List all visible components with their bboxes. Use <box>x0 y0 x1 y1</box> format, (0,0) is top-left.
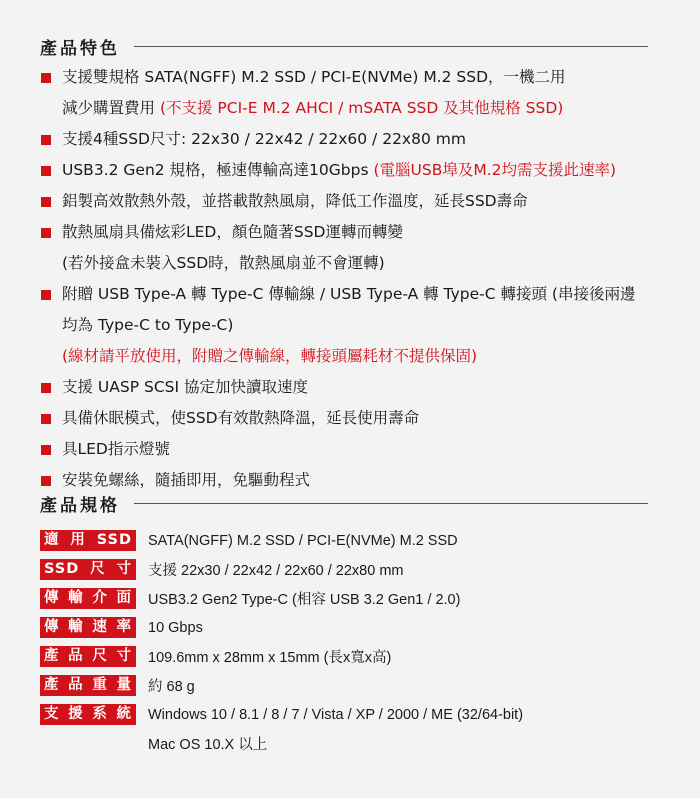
spec-value: Windows 10 / 8.1 / 8 / 7 / Vista / XP / 2000 / ME (32/64-bit) <box>148 706 524 723</box>
feature-line <box>40 248 670 279</box>
feature-text: 具備休眠模式，使SSD有效散熱降溫，延長使用壽命 <box>62 409 420 427</box>
red-square-bullet-icon <box>41 476 51 486</box>
specs-divider <box>134 503 648 504</box>
spec-label: 產品重量 <box>40 675 136 696</box>
feature-line <box>40 341 670 372</box>
feature-text: 減少購置費用 <box>62 99 160 117</box>
red-square-bullet-icon <box>41 445 51 455</box>
feature-text: USB3.2 Gen2 規格，極速傳輸高達10Gbps <box>62 161 374 179</box>
feature-line <box>40 310 670 341</box>
spec-row <box>40 671 670 700</box>
red-square-bullet-icon <box>41 197 51 207</box>
red-square-bullet-icon <box>41 414 51 424</box>
feature-line <box>40 93 670 124</box>
specs-title: 產品規格 <box>40 496 120 516</box>
feature-text: 具LED指示燈號 <box>62 440 170 458</box>
spec-value: 約 68 g <box>148 679 195 695</box>
spec-row <box>40 613 670 642</box>
spec-value: 109.6mm x 28mm x 15mm (長x寬x高) <box>148 650 392 666</box>
red-square-bullet-icon <box>41 135 51 145</box>
spec-label: 支援系統 <box>40 704 136 725</box>
red-square-bullet-icon <box>41 228 51 238</box>
spec-value: SATA(NGFF) M.2 SSD / PCI-E(NVMe) M.2 SSD <box>148 532 458 549</box>
feature-line <box>40 372 670 403</box>
feature-line <box>40 186 670 217</box>
spec-value: 10 Gbps <box>148 619 203 636</box>
spec-value: 支援 22x30 / 22x42 / 22x60 / 22x80 mm <box>148 563 404 579</box>
feature-text: 支援 UASP SCSI 協定加快讀取速度 <box>62 378 308 396</box>
spec-label <box>40 733 136 754</box>
feature-line <box>40 124 670 155</box>
spec-row <box>40 584 670 613</box>
feature-line <box>40 217 670 248</box>
features-divider <box>134 46 648 47</box>
spec-row <box>40 700 670 729</box>
spec-row <box>40 642 670 671</box>
feature-note-red: (線材請平放使用，附贈之傳輸線，轉接頭屬耗材不提供保固) <box>62 347 478 365</box>
feature-line <box>40 434 670 465</box>
spec-row <box>40 729 670 758</box>
feature-text: 均為 Type-C to Type-C) <box>62 316 234 334</box>
feature-text: 散熱風扇具備炫彩LED，顏色隨著SSD運轉而轉變 <box>62 223 403 241</box>
red-square-bullet-icon <box>41 290 51 300</box>
spec-value: USB3.2 Gen2 Type-C (相容 USB 3.2 Gen1 / 2.0) <box>148 592 461 608</box>
spec-row <box>40 526 670 555</box>
spec-label: 產品尺寸 <box>40 646 136 667</box>
spec-label: 傳輸速率 <box>40 617 136 638</box>
feature-text: 附贈 USB Type-A 轉 Type-C 傳輸線 / USB Type-A 轉 Type-C 轉接頭 (串接後兩邊 <box>62 285 636 303</box>
specs-table <box>40 526 670 758</box>
feature-text: 安裝免螺絲，隨插即用，免驅動程式 <box>62 471 311 489</box>
red-square-bullet-icon <box>41 166 51 176</box>
feature-line <box>40 155 670 186</box>
spec-row <box>40 555 670 584</box>
spec-label: SSD尺寸 <box>40 559 136 580</box>
spec-label: 適用SSD <box>40 530 136 551</box>
feature-line <box>40 403 670 434</box>
specs-header <box>40 491 648 516</box>
features-header <box>40 34 648 59</box>
feature-line <box>40 279 670 310</box>
feature-note-red: (不支援 PCI-E M.2 AHCI / mSATA SSD 及其他規格 SSD) <box>159 99 564 117</box>
spec-label: 傳輸介面 <box>40 588 136 609</box>
red-square-bullet-icon <box>41 73 51 83</box>
red-square-bullet-icon <box>41 383 51 393</box>
feature-text: 鋁製高效散熱外殼，並搭載散熱風扇，降低工作溫度，延長SSD壽命 <box>62 192 528 210</box>
feature-text: 支援4種SSD尺寸: 22x30 / 22x42 / 22x60 / 22x80 mm <box>62 130 466 148</box>
feature-text: (若外接盒未裝入SSD時，散熱風扇並不會運轉) <box>62 254 385 272</box>
features-list <box>40 62 670 496</box>
feature-line <box>40 62 670 93</box>
spec-value: Mac OS 10.X 以上 <box>148 737 268 753</box>
features-title: 產品特色 <box>40 39 120 59</box>
feature-note-red: (電腦USB埠及M.2均需支援此速率) <box>373 161 617 179</box>
feature-text: 支援雙規格 SATA(NGFF) M.2 SSD / PCI-E(NVMe) M.2 SSD，一機二用 <box>62 68 566 86</box>
